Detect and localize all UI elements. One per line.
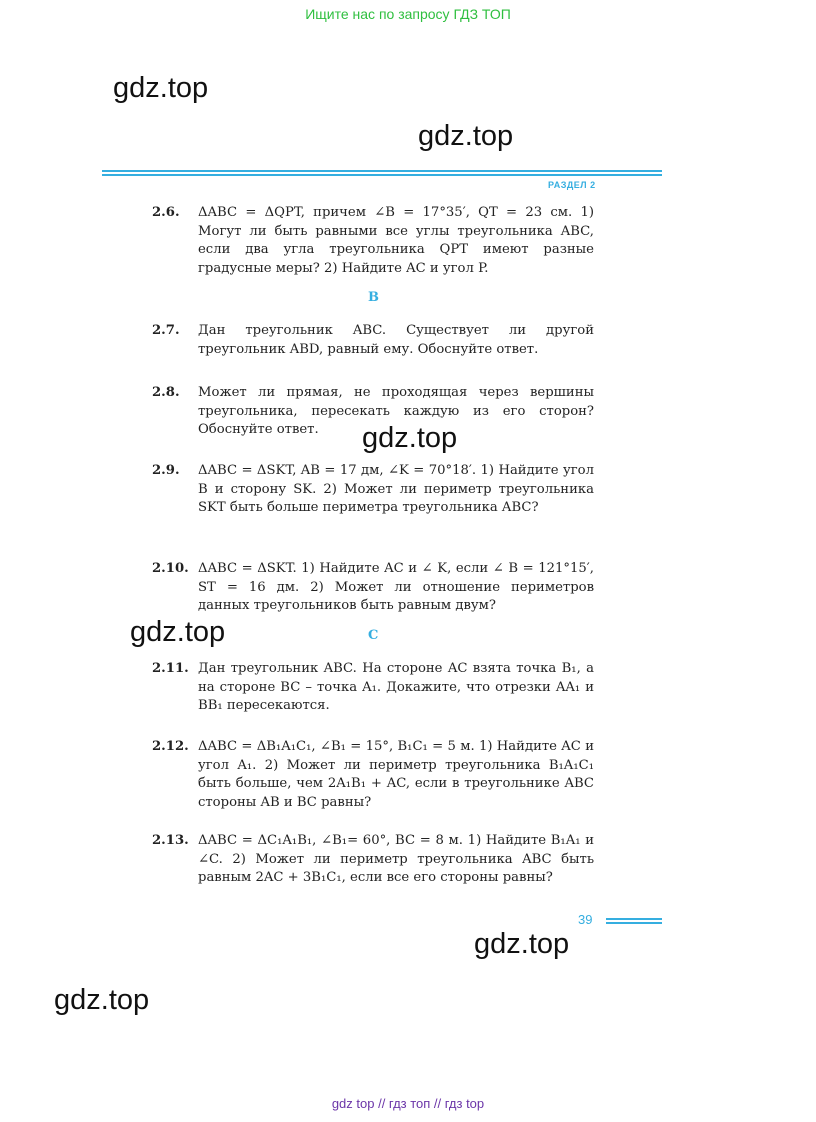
problem-2-9 <box>152 462 594 518</box>
problem-text: Может ли прямая, не проходящая через вершины треугольника, пересекать каждую из его сторон? Обоснуйте ответ. <box>198 385 594 437</box>
problem-text: Дан треугольник ABC. Существует ли другой треугольник ABD, равный ему. Обоснуйте ответ. <box>198 323 594 357</box>
watermark: gdz.top <box>474 928 570 960</box>
level-heading-b: B <box>368 290 379 305</box>
level-heading-c: C <box>368 628 379 643</box>
problem-2-10 <box>152 560 594 616</box>
problem-2-13 <box>152 832 594 888</box>
problem-number: 2.6. <box>152 205 180 220</box>
page-number: 39 <box>578 912 593 927</box>
watermark: gdz.top <box>362 422 458 454</box>
problem-number: 2.7. <box>152 323 180 338</box>
problem-text: ΔABC = ΔB₁A₁C₁, ∠B₁ = 15°, B₁C₁ = 5 м. 1) Найдите AC и угол A₁. 2) Может ли периметр треугольника B₁A₁C₁ быть больше, чем 2A₁B₁ + AC, если в треугольнике ABC стороны AB и BC равны? <box>198 739 594 810</box>
watermark: gdz.top <box>54 984 150 1016</box>
footer-links[interactable]: gdz top // гдз топ // гдз top <box>331 1096 485 1111</box>
footer-rule <box>606 922 662 924</box>
header-rule <box>102 170 662 172</box>
problem-2-11 <box>152 660 594 716</box>
problem-number: 2.13. <box>152 833 189 848</box>
problem-2-7 <box>152 322 594 359</box>
footer-rule <box>606 918 662 920</box>
section-label: РАЗДЕЛ 2 <box>548 180 596 190</box>
problem-2-12 <box>152 738 594 812</box>
problem-text: ΔABC = ΔQPT, причем ∠B = 17°35′, QT = 23 см. 1) Могут ли быть равными все углы треугольника ABC, если два угла треугольника QPT имеют разные градусные меры? 2) Найдите AC и угол P. <box>198 205 594 276</box>
watermark: gdz.top <box>130 616 226 648</box>
problem-text: Дан треугольник ABC. На стороне AC взята точка B₁, а на стороне BC – точка A₁. Докажите, что отрезки AA₁ и BB₁ пересекаются. <box>198 661 594 713</box>
problem-number: 2.8. <box>152 385 180 400</box>
problem-number: 2.11. <box>152 661 189 676</box>
problem-text: ΔABC = ΔSKT, AB = 17 дм, ∠K = 70°18′. 1) Найдите угол B и сторону SK. 2) Может ли периметр треугольника SKT быть больше периметра треугольника ABC? <box>198 463 594 515</box>
problem-2-6 <box>152 204 594 278</box>
problem-number: 2.9. <box>152 463 180 478</box>
header-rule <box>102 174 662 176</box>
watermark: gdz.top <box>418 120 514 152</box>
watermark: gdz.top <box>113 72 209 104</box>
problem-number: 2.10. <box>152 561 189 576</box>
problem-text: ΔABC = ΔSKT. 1) Найдите AC и ∠ K, если ∠ B = 121°15′, ST = 16 дм. 2) Может ли отношение периметров данных треугольников быть равным двум? <box>198 561 594 613</box>
top-banner[interactable]: Ищите нас по запросу ГДЗ ТОП <box>305 6 511 22</box>
problem-number: 2.12. <box>152 739 189 754</box>
problem-text: ΔABC = ΔC₁A₁B₁, ∠B₁= 60°, BC = 8 м. 1) Найдите B₁A₁ и ∠C. 2) Может ли периметр треугольника ABC быть равным 2AC + 3B₁C₁, если все его стороны равны? <box>198 833 594 885</box>
